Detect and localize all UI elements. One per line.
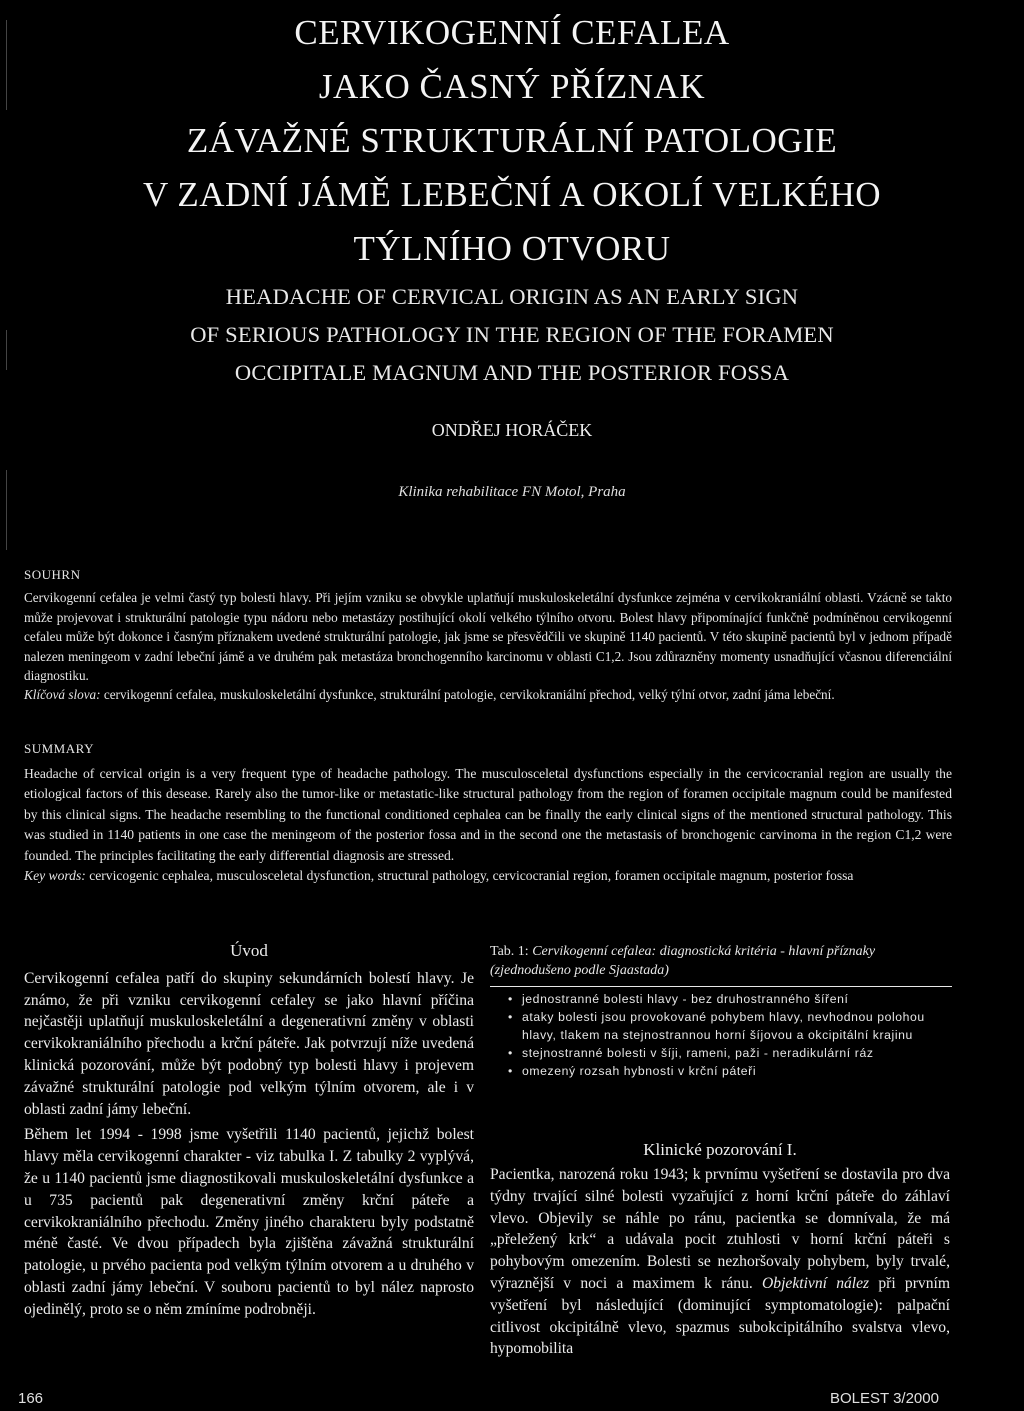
author-affiliation: Klinika rehabilitace FN Motol, Praha: [398, 484, 626, 500]
table-criteria-item: • stejnostranné bolesti v šíji, rameni, paži - neradikulární ráz: [508, 1044, 948, 1062]
table-caption-text: Cervikogenní cefalea: diagnostická kritéria - hlavní příznaky (zjednodušeno podle Sjaastada): [490, 944, 876, 978]
scan-margin-line: [6, 470, 7, 550]
abstract-heading: SOUHRN: [24, 567, 81, 582]
page-number: 166: [18, 1390, 44, 1407]
title-line: CERVIKOGENNÍ CEFALEA: [294, 13, 730, 52]
abstract-heading: SUMMARY: [24, 741, 94, 756]
keywords-label: Key words:: [24, 868, 86, 883]
abstract-czech: [24, 565, 952, 705]
abstract-text: Headache of cervical origin is a very frequent type of headache pathology. The musculosceletal dysfunctions especially in the cervicocranial region are usually the etiological factors of this desease. Rarely also the tumor-like or metastatic-like structural pathology from the region of foramen occipitale magnum could be manifested by this clinical signs. The headache resembling to the functional conditioned cephalea can be finally the early clinical signs of the mentioned structural pathology. This was studied in 1140 patients in one case the meningeom of the posterior fossa and in the second one the metastasis of bronchogenic carvinoma in the region C1,2 were founded. The principles facilitating the early differential diagnosis are stressed.: [24, 765, 952, 863]
abstract-english: [24, 739, 952, 887]
title-line: HEADACHE OF CERVICAL ORIGIN AS AN EARLY SIGN: [225, 284, 799, 309]
case-paragraph: [490, 1164, 950, 1360]
table-criteria-list: [508, 990, 948, 1080]
article-title-czech: [0, 6, 1024, 276]
finding-label: Objektivní nález: [762, 1274, 870, 1292]
journal-issue: BOLEST 3/2000: [830, 1390, 939, 1407]
author-name: ONDŘEJ HORÁČEK: [431, 420, 593, 440]
intro-paragraph: Cervikogenní cefalea patří do skupiny sekundárních bolestí hlavy. Je známo, že při vzniku cervikogenní cefaley se jako hlavní příčina nejčastěji uplatňují muskuloskeletální a degenerativní změny v oblasti cervikokraniálního přechodu a krční páteře. Jak potvrzují níže uvedená klinická pozorování, může být podobný typ bolesti hlavy i projevem závažné strukturální patologie pod velkým týlním otvorem, ale i v oblasti zadní jámy lebeční.: [24, 969, 474, 1118]
article-title-english: [0, 278, 1024, 392]
keywords-text: cervikogenní cefalea, muskuloskeletální dysfunkce, strukturální patologie, cervikokraniální přechod, velký týlní otvor, zadní jáma lebeční.: [103, 687, 835, 703]
title-line: V ZADNÍ JÁMĚ LEBEČNÍ A OKOLÍ VELKÉHO: [142, 175, 882, 214]
right-column: [490, 1164, 950, 1360]
case-text: při prvním vyšetření byl následující (dominující symptomatologie): palpační citlivost okcipitálně vlevo, spazmus subokcipitálního svalstva vlevo, hypomobilita: [490, 1274, 950, 1358]
title-line: JAKO ČASNÝ PŘÍZNAK: [318, 67, 706, 106]
abstract-text: Cervikogenní cefalea je velmi častý typ bolesti hlavy. Při jejím vzniku se obvykle uplatňují muskuloskeletální dysfunkce zejména v cervikokraniální oblasti. Vzácně se takto může projevovat i strukturální patologie typu nádoru nebo metastázy postihující okolí velkého týlního otvoru. Bolest hlavy připomínající funkčně podmíněnou cervikogenní cefaleu může být dokonce i časným příznakem uvedené strukturální patologie, jak jsme se přesvědčili ve skupině 1140 pacientů. V této skupině pacientů byl v jednom případě nalezen meningeom v zadní lebeční jámě a ve druhém pak metastáza bronchogenního karcinomu v oblasti C1,2. Jsou zdůrazněny momenty usnadňující včasnou diferenciální diagnostiku.: [24, 590, 952, 684]
section-heading-case1: Klinické pozorování I.: [643, 1140, 797, 1159]
left-column: [24, 940, 474, 1321]
title-line: OCCIPITALE MAGNUM AND THE POSTERIOR FOSSA: [234, 360, 790, 385]
table-criteria-item: • ataky bolesti jsou provokované pohybem hlavy, nevhodnou polohou hlavy, tlakem na stejnostrannou horní šíjovou a okcipitální krajinu: [508, 1008, 948, 1044]
case-text: Pacientka, narozená roku 1943; k prvnímu vyšetření se dostavila pro dva týdny trvající silné bolesti vyzařující z horní krční páteře do záhlaví vlevo. Objevily se náhle po ránu, pacientka se domnívala, že má „přeležený krk“ a udávala pocit ztuhlosti v horní krční páteři s pohybovým omezením. Bolesti se nezhoršovaly pohybem, byly trvalé, výraznější v noci a maximem k ránu.: [490, 1166, 950, 1292]
title-line: TÝLNÍHO OTVORU: [353, 229, 671, 268]
intro-paragraph: Během let 1994 - 1998 jsme vyšetřili 1140 pacientů, jejichž bolest hlavy měla cervikogenní charakter - viz tabulka I. Z tabulky 2 vyplývá, že u 1140 pacientů jsme diagnostikovali muskuloskeletální dysfunkce a u 735 pacientů pak degenerativní změny krční páteře a cervikokraniálního přechodu. Změny jiného charakteru byly podstatně méně časté. Ve dvou případech byla zjištěna závažná strukturální patologie, u prvého pacienta pod velkým týlním otvorem a u druhého v oblasti zadní jámy lebeční. V souboru pacientů to byl nález naprosto ojedinělý, proto se o něm zmíníme podrobněji.: [24, 1126, 474, 1318]
section-heading-intro: Úvod: [230, 941, 268, 960]
title-line: ZÁVAŽNÉ STRUKTURÁLNÍ PATOLOGIE: [186, 121, 838, 160]
title-line: OF SERIOUS PATHOLOGY IN THE REGION OF THE FORAMEN: [190, 322, 834, 347]
table-criteria-item: • jednostranné bolesti hlavy - bez druhostranného šíření: [508, 990, 948, 1008]
keywords-text: cervicogenic cephalea, musculosceletal dysfunction, structural pathology, cervicocranial region, foramen occipitale magnum, posterior fossa: [89, 868, 854, 883]
keywords: [24, 685, 952, 704]
table-label: Tab. 1:: [490, 944, 529, 959]
table-caption: [490, 942, 950, 980]
table-rule: [490, 986, 952, 987]
table-criteria-item: • omezený rozsah hybnosti v krční páteři: [508, 1062, 948, 1080]
keywords: [24, 866, 952, 887]
keywords-label: Klíčová slova:: [24, 687, 101, 703]
